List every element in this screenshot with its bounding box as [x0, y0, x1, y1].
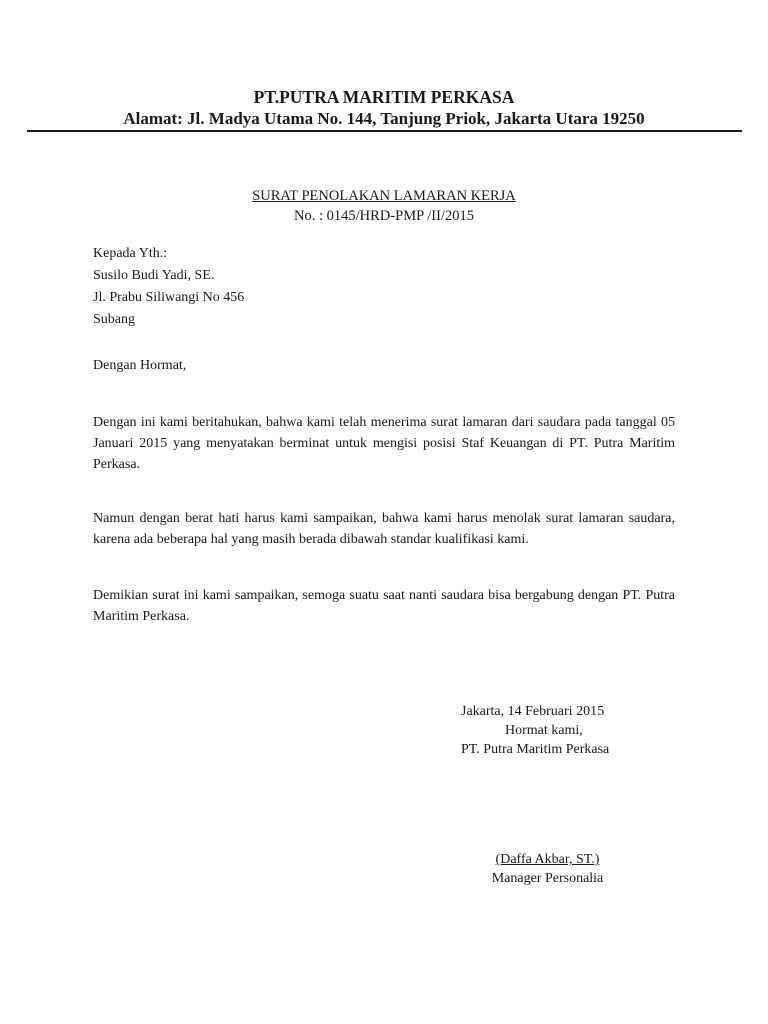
body-paragraph-1: Dengan ini kami beritahukan, bahwa kami telah menerima surat lamaran dari saudara pada tanggal 05 Januari 2015 yang menyatakan berminat untuk mengisi posisi Staf Keuangan di PT. Putra Maritim Perkasa.	[93, 415, 675, 472]
closing-place-date: Jakarta, 14 Februari 2015	[461, 704, 605, 719]
letterhead	[0, 86, 768, 130]
signer-name: (Daffa Akbar, ST.)	[495, 852, 600, 867]
closing-regards: Hormat kami,	[505, 723, 583, 738]
recipient-to: Kepada Yth.:	[93, 246, 168, 261]
closing-block	[461, 702, 609, 759]
recipient-block	[93, 243, 244, 331]
body-paragraph-2: Namun dengan berat hati harus kami sampaikan, bahwa kami harus menolak surat lamaran saudara, karena ada beberapa hal yang masih berada dibawah standar kualifikasi kami.	[93, 511, 675, 547]
letterhead-divider	[27, 130, 742, 132]
recipient-street: Jl. Prabu Siliwangi No 456	[93, 290, 245, 305]
letter-title: SURAT PENOLAKAN LAMARAN KERJA	[252, 188, 516, 204]
company-name: PT.PUTRA MARITIM PERKASA	[253, 87, 515, 107]
signer-position: Manager Personalia	[491, 871, 604, 886]
letter-number: No. : 0145/HRD-PMP /II/2015	[294, 208, 474, 224]
company-address: Alamat: Jl. Madya Utama No. 144, Tanjung Priok, Jakarta Utara 19250	[123, 109, 645, 128]
signature-block	[430, 850, 665, 888]
letter-title-block	[0, 186, 768, 226]
recipient-name: Susilo Budi Yadi, SE.	[93, 268, 215, 283]
salutation: Dengan Hormat,	[93, 358, 187, 373]
body-paragraph-3: Demikian surat ini kami sampaikan, semoga suatu saat nanti saudara bisa bergabung dengan PT. Putra Maritim Perkasa.	[93, 588, 675, 624]
recipient-city: Subang	[93, 312, 135, 327]
closing-company: PT. Putra Maritim Perkasa	[461, 742, 610, 757]
